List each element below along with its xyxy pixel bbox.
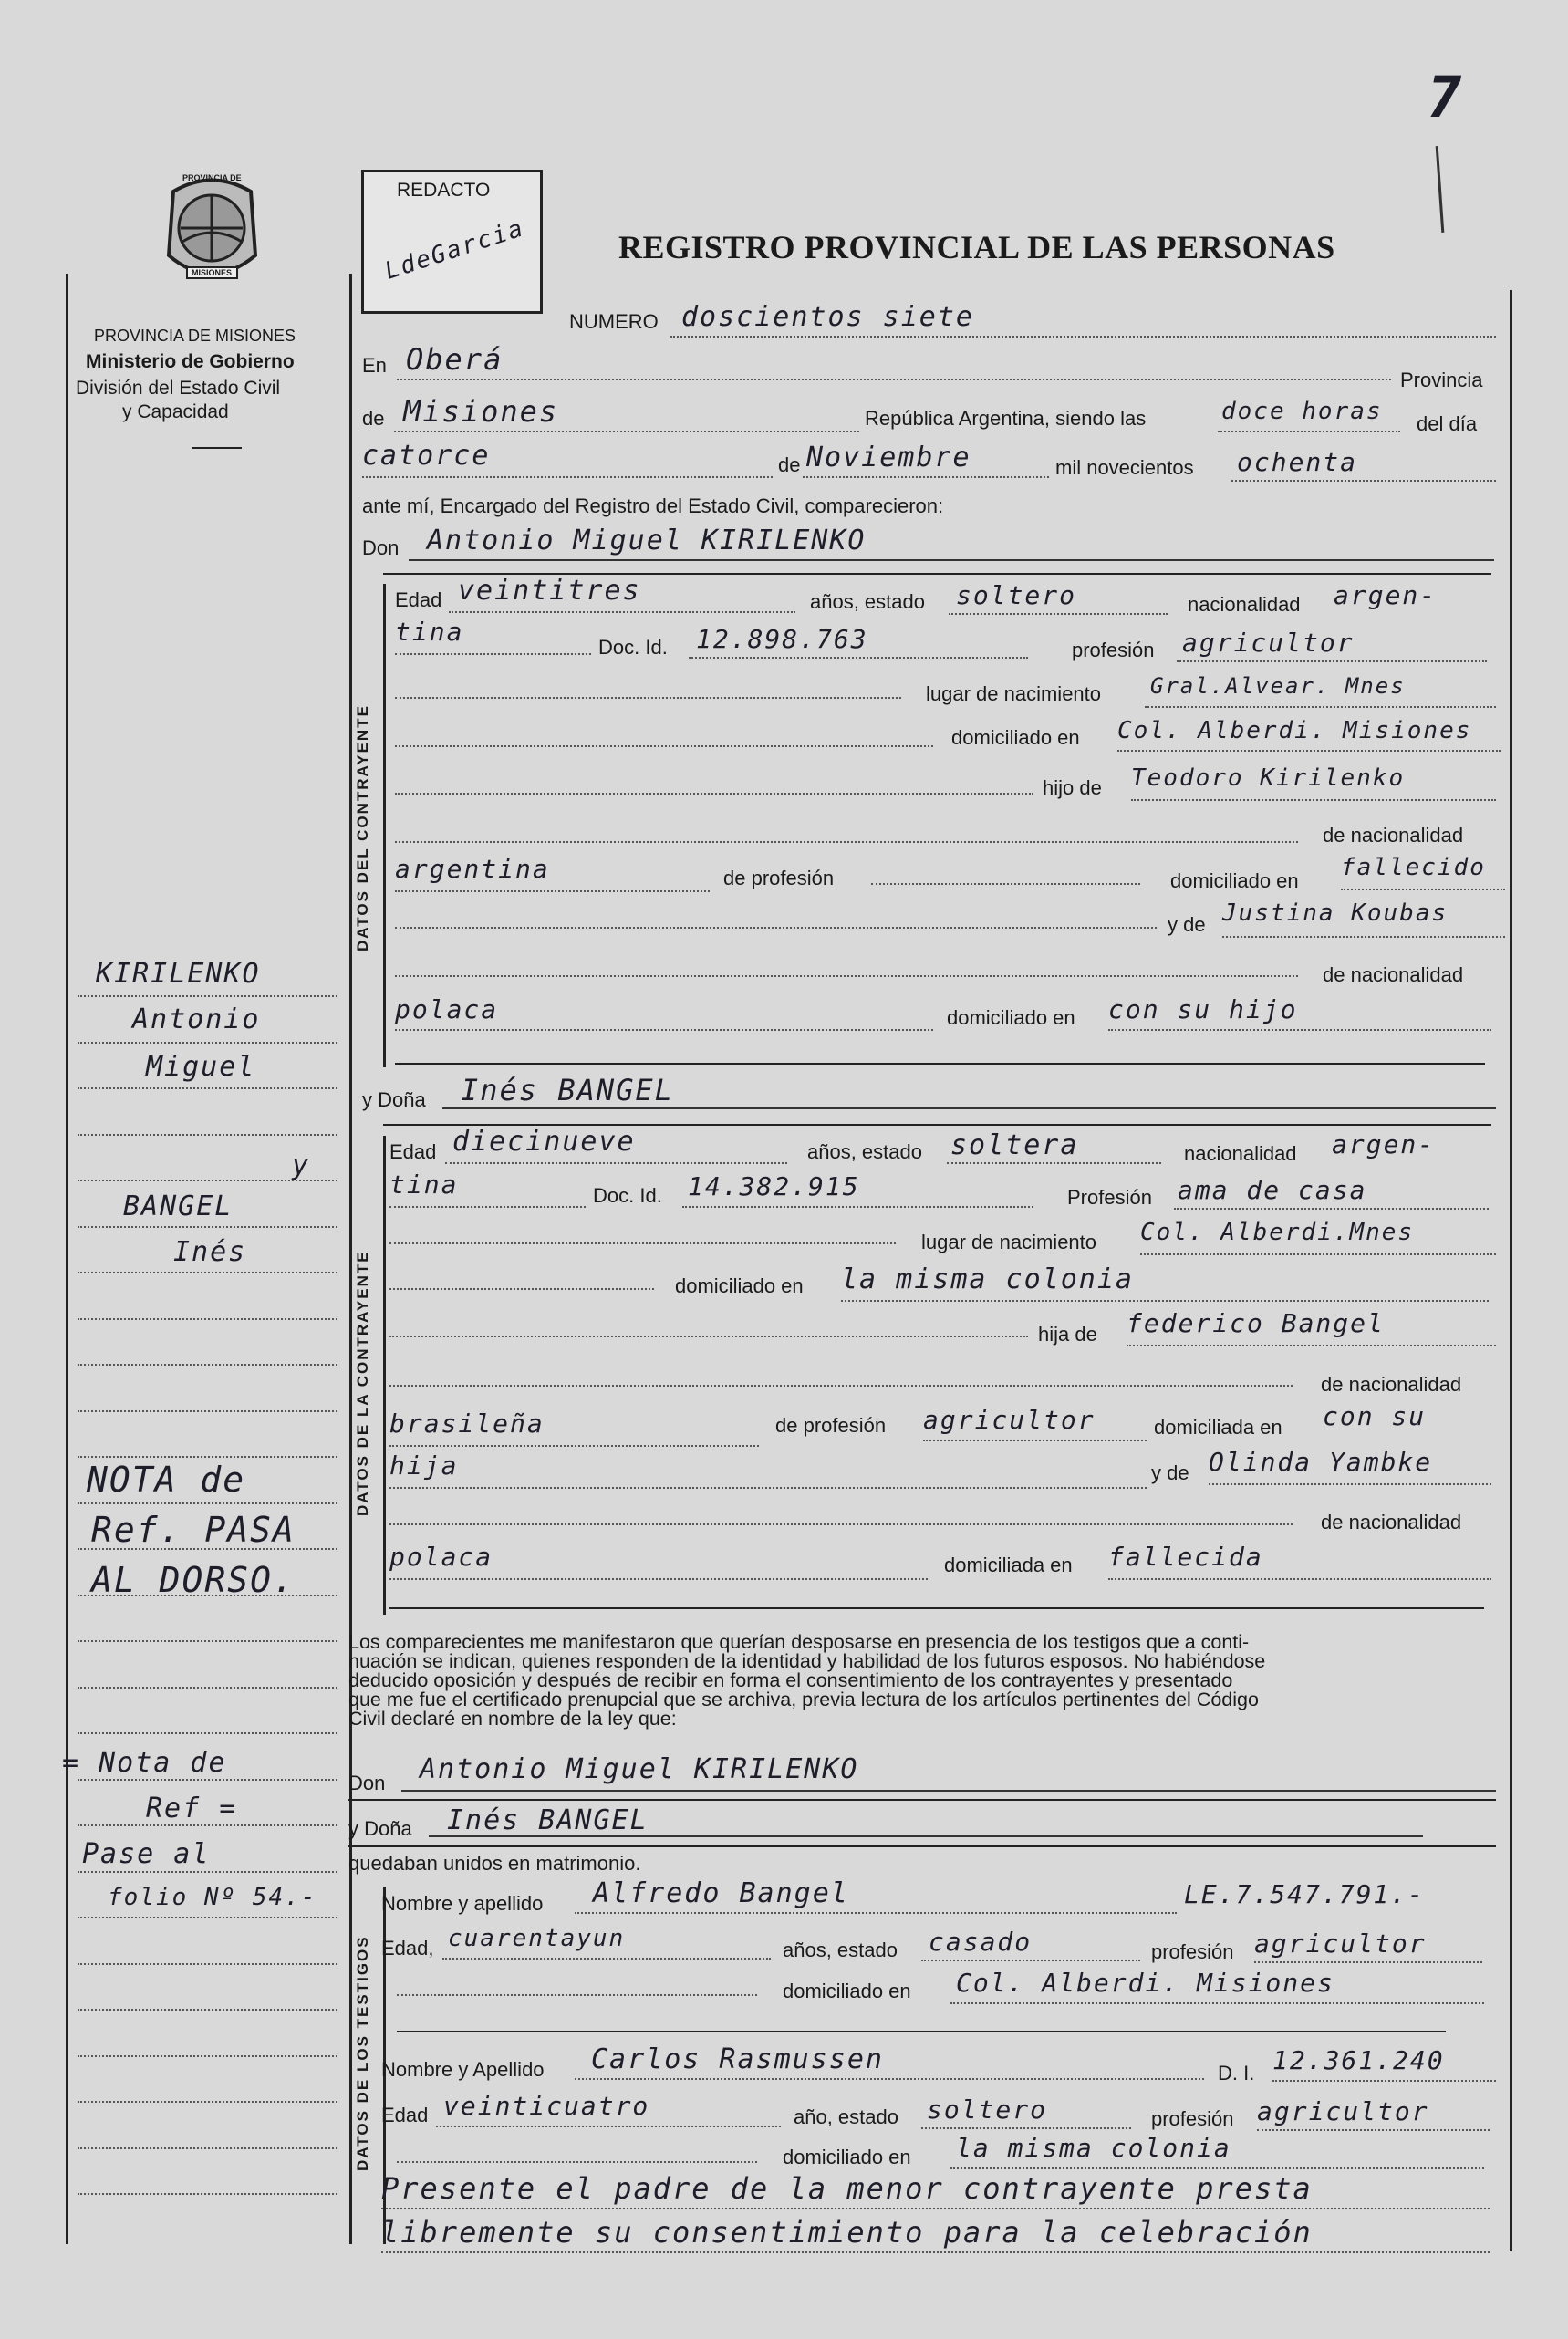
contrayente-rule (383, 584, 386, 1067)
t2-edad-label: Edad (381, 2104, 429, 2126)
f-madre-dom-label: domiciliada en (944, 1554, 1073, 1576)
margin-row-line (78, 1133, 337, 1136)
provincia-label: Provincia (1400, 369, 1483, 391)
t1-doc: LE.7.547.791.- (1184, 1879, 1426, 1909)
contrayente-nombre: Antonio Miguel KIRILENKO (427, 525, 867, 556)
f-edad-label: Edad (389, 1140, 437, 1163)
t2-anios-label: año, estado (794, 2105, 898, 2128)
c-prof-field (1177, 628, 1487, 662)
c-padre-nac-field (395, 854, 710, 892)
f-madre-dom: fallecida (1108, 1542, 1263, 1572)
t1-dom-label: domiciliado en (783, 1980, 911, 2002)
margin-row-line (78, 1731, 337, 1734)
margin-divider (349, 274, 352, 2244)
margin-row-line (78, 994, 337, 997)
f-madre-nac-field (389, 1542, 928, 1580)
margin-row-line (78, 1455, 337, 1458)
c-lugar-label: lugar de nacimiento (926, 682, 1102, 705)
c-padre-dom: fallecido (1341, 854, 1486, 881)
margin-row-line (78, 1409, 337, 1412)
t1-prof: agricultor (1254, 1928, 1427, 1959)
margin-row-line (78, 1041, 337, 1044)
f-madre-dom-field (1108, 1542, 1491, 1580)
c-nac-a: argen- (1334, 580, 1438, 610)
t2-estado-field (921, 2095, 1131, 2129)
dona-label: y Doña (362, 1088, 426, 1111)
margin-mark (1436, 146, 1445, 233)
decl-dona-label: y Doña (348, 1817, 412, 1840)
f-prof: ama de casa (1178, 1175, 1367, 1205)
redacto-box (361, 170, 543, 314)
margin-row-line (78, 1271, 337, 1273)
f-madre-nac: polaca (389, 1542, 493, 1572)
ministry-label: Ministerio de Gobierno (86, 351, 295, 372)
t2-prof-field (1257, 2096, 1490, 2131)
margin-row-line (78, 1962, 337, 1965)
t2-nombre-label: Nombre y Apellido (381, 2058, 545, 2081)
t2-prof: agricultor (1257, 2096, 1429, 2126)
f-padre-dom-b-field (389, 1450, 1147, 1489)
c-dom-blank (395, 723, 933, 747)
f-doc: 14.382.915 (688, 1171, 860, 1201)
margin-row-line (78, 1363, 337, 1366)
declaration-line-5: Civil declaré en nombre de la ley que: (348, 1708, 677, 1730)
margin-row-line (78, 1686, 337, 1689)
f-padre-nac-label: de nacionalidad (1321, 1373, 1462, 1396)
c-padre-dom-label: domiciliado en (1170, 869, 1299, 892)
f-lugar: Col. Alberdi.Mnes (1140, 1219, 1415, 1246)
f-padre-prof-field (923, 1405, 1147, 1441)
decl-don-label: Don (348, 1772, 386, 1794)
c-prof: agricultor (1182, 628, 1355, 658)
c-anios-label: años, estado (810, 590, 925, 613)
margin-row-line (78, 1086, 337, 1089)
c-madre-nac: polaca (395, 994, 499, 1024)
don-field (409, 525, 1494, 561)
numero-label: NUMERO (569, 310, 659, 333)
redacto-signature: LdeGarcia (381, 214, 528, 286)
left-border (66, 274, 68, 2244)
dia-field (362, 440, 773, 478)
c-prof-label: profesión (1072, 639, 1155, 661)
province-seal (155, 169, 269, 292)
c-nac-label: nacionalidad (1188, 593, 1301, 616)
en-field (397, 342, 1391, 380)
page-number: 7 (1428, 64, 1464, 130)
contrayenta-nombre: Inés BANGEL (461, 1073, 674, 1107)
c-padre-dom-field (1341, 854, 1505, 890)
quedaban-label: quedaban unidos en matrimonio. (348, 1852, 641, 1875)
declaration-line-2: nuación se indican, quienes responden de la identidad y habilidad de los futuros esposos. No habiéndose (348, 1650, 1266, 1672)
margin-row-line (78, 2008, 337, 2011)
t2-estado: soltero (927, 2095, 1048, 2125)
t1-dom: Col. Alberdi. Misiones (956, 1968, 1334, 1998)
t2-doc: 12.361.240 (1272, 2045, 1445, 2075)
c-madre-nac-label: de nacionalidad (1323, 963, 1464, 986)
margin-name-1b: Miguel (146, 1051, 256, 1083)
contrayente-end-line (395, 1063, 1485, 1065)
don-label: Don (362, 536, 400, 559)
f-lugar-label: lugar de nacimiento (921, 1231, 1097, 1253)
f-padre-dom-a-field (1323, 1401, 1426, 1431)
division-label-2: y Capacidad (122, 401, 229, 422)
de2-label: de (778, 453, 801, 476)
decl-don-field (401, 1753, 1496, 1792)
en-value: Oberá (406, 342, 504, 377)
contrayenta-end-line (389, 1607, 1484, 1609)
testigos-side-label: DATOS DE LOS TESTIGOS (354, 1935, 371, 2171)
f-padre-dom-a: con su (1323, 1401, 1427, 1431)
margin-nota2-4: folio Nº 54.- (108, 1884, 317, 1911)
c-madre-blank (395, 905, 1157, 929)
c-madre-dom: con su hijo (1108, 994, 1298, 1024)
anio-field (1231, 447, 1496, 482)
province-label: PROVINCIA DE MISIONES (94, 327, 296, 345)
c-madre-dom-field (1108, 994, 1491, 1031)
f-prof-label: Profesión (1067, 1186, 1152, 1209)
c-madre-nac-blank (395, 953, 1298, 977)
c-madre-dom-label: domiciliado en (947, 1006, 1075, 1029)
f-dom: la misma colonia (841, 1263, 1134, 1295)
margin-surname-1: KIRILENKO (96, 958, 261, 990)
f-prof-field (1174, 1175, 1489, 1210)
t1-anios-label: años, estado (783, 1939, 898, 1961)
c-nac-b-field (395, 617, 591, 655)
margin-row-line (78, 2147, 337, 2149)
c-lugar: Gral.Alvear. Mnes (1150, 673, 1406, 699)
f-padre-nac: brasileña (389, 1409, 545, 1439)
f-edad: diecinueve (452, 1126, 636, 1158)
f-yde-label: y de (1151, 1461, 1189, 1484)
mil-label: mil novecientos (1055, 456, 1194, 479)
f-estado-field (947, 1129, 1161, 1164)
c-madre-nac-field (395, 994, 933, 1031)
f-padre-field (1127, 1308, 1496, 1346)
t2-doc-field (1272, 2045, 1496, 2082)
c-padre-nac: argentina (395, 854, 550, 884)
c-nac-b: tina (395, 617, 464, 647)
f-estado: soltera (950, 1129, 1079, 1161)
f-nac-label: nacionalidad (1184, 1142, 1297, 1165)
margin-name-2: Inés (173, 1236, 247, 1268)
t1-dom-blank (397, 1972, 757, 1996)
t2-dom-field (950, 2133, 1484, 2169)
declaration-line-4: que me fue el certificado prenupcial que se archiva, previa lectura de los artículos pertinentes del Código (348, 1689, 1259, 1710)
t1-dom-field (950, 1968, 1484, 2004)
f-madre-nac-blank (389, 1502, 1293, 1525)
ante-label: ante mí, Encargado del Registro del Estado Civil, comparecieron: (362, 494, 944, 517)
f-padre-prof: agricultor (923, 1405, 1096, 1435)
header-divider (192, 447, 242, 449)
t2-edad: veinticuatro (443, 2091, 650, 2121)
f-nac-b: tina (389, 1170, 459, 1200)
t1-doc-field (1184, 1879, 1425, 1909)
margin-row-line (78, 2054, 337, 2057)
dona-field (442, 1073, 1496, 1109)
c-padre-prof-label: de profesión (723, 867, 835, 889)
c-padre-nac-label: de nacionalidad (1323, 824, 1464, 847)
f-lugar-field (1140, 1219, 1496, 1255)
c-doc: 12.898.763 (696, 624, 868, 654)
numero-field (670, 301, 1496, 338)
f-hija-label: hija de (1038, 1323, 1097, 1346)
f-hija-blank (389, 1314, 1028, 1337)
c-padre-prof-blank (871, 856, 1140, 885)
declaration-line-3: deducido oposición y después de recibir en forma el consentimiento de los contrayentes y presentado (348, 1669, 1233, 1691)
seal-text-top: PROVINCIA DE (182, 173, 242, 182)
de-field (394, 394, 859, 432)
c-doc-field (689, 624, 1028, 659)
c-edad-label: Edad (395, 588, 442, 611)
f-edad-field (445, 1126, 787, 1164)
t1-edad-label: Edad, (381, 1937, 434, 1960)
t1-nombre-field (575, 1877, 1177, 1914)
witness-note-1: Presente el padre de la menor contrayente presta (381, 2171, 1313, 2206)
decl-dona-field (429, 1804, 1423, 1837)
c-dom: Col. Alberdi. Misiones (1117, 717, 1472, 744)
f-doc-label: Doc. Id. (593, 1184, 662, 1207)
hora-value: doce horas (1221, 398, 1383, 425)
hora-field (1218, 398, 1400, 432)
f-padre-dom-label: domiciliada en (1154, 1416, 1282, 1439)
f-madre-field (1209, 1447, 1491, 1485)
margin-y: y (292, 1149, 311, 1181)
redacto-label: REDACTO (397, 180, 491, 201)
c-yde-label: y de (1168, 913, 1206, 936)
f-padre-nac-field (389, 1409, 759, 1447)
t1-prof-label: profesión (1151, 1940, 1234, 1963)
declaration-line-1: Los comparecientes me manifestaron que querían desposarse en presencia de los testigos que a conti- (348, 1631, 1250, 1653)
c-estado-field (949, 580, 1168, 615)
t1-estado-field (921, 1927, 1140, 1961)
division-label-1: División del Estado Civil (76, 378, 281, 399)
margin-row-line (78, 1870, 337, 1873)
t2-dom: la misma colonia (956, 2133, 1231, 2163)
seal-text-bottom: MISIONES (192, 268, 233, 277)
en-label: En (362, 354, 387, 377)
t1-prof-field (1254, 1928, 1482, 1963)
note-line-1 (381, 2171, 1490, 2209)
t1-estado: casado (929, 1927, 1033, 1957)
f-dom-field (841, 1263, 1489, 1302)
f-padre: federico Bangel (1127, 1308, 1385, 1338)
margin-nota-1: NOTA de (87, 1460, 246, 1500)
c-nac-a-field (1334, 580, 1437, 610)
c-hijo-label: hijo de (1043, 776, 1102, 799)
margin-nota2-1: = Nota de (62, 1747, 227, 1779)
document-title: REGISTRO PROVINCIAL DE LAS PERSONAS (618, 229, 1335, 265)
margin-nota-3: AL DORSO. (91, 1560, 296, 1600)
c-dom-label: domiciliado en (951, 726, 1080, 749)
decl-don-underline (348, 1799, 1496, 1801)
c-madre-field (1222, 899, 1505, 938)
c-padre: Teodoro Kirilenko (1131, 764, 1406, 792)
contrayenta-rule (383, 1136, 386, 1615)
f-lugar-blank (389, 1221, 896, 1244)
margin-row-line (78, 1225, 337, 1228)
f-anios-label: años, estado (807, 1140, 922, 1163)
margin-nota2-3: Pase al (82, 1838, 211, 1870)
decl-don-value: Antonio Miguel KIRILENKO (420, 1753, 859, 1785)
f-nac-b-field (389, 1170, 586, 1208)
t1-nombre-label: Nombre y apellido (381, 1892, 544, 1915)
f-padre-nac-blank (389, 1363, 1293, 1387)
t1-edad: cuarentayun (448, 1925, 626, 1952)
margin-row-line (78, 1639, 337, 1642)
t2-edad-field (436, 2091, 781, 2127)
f-nac-a: argen- (1332, 1129, 1436, 1159)
f-dom-blank (389, 1266, 654, 1290)
de-label: de (362, 407, 385, 430)
f-doc-field (682, 1171, 1033, 1208)
c-hijo-blank (395, 771, 1033, 795)
declaration-block (348, 1633, 1489, 1729)
margin-row-line (78, 2192, 337, 2195)
decl-dona-value: Inés BANGEL (447, 1804, 649, 1836)
numero-value: doscientos siete (681, 301, 974, 333)
t2-dom-label: domiciliado en (783, 2146, 911, 2168)
margin-row-line (78, 1916, 337, 1918)
del-dia-label: del día (1417, 412, 1478, 435)
t1-end-line (397, 2031, 1446, 2032)
f-dom-label: domiciliado en (675, 1274, 804, 1297)
mes-field (803, 442, 1049, 478)
c-padre-nac-blank (395, 819, 1298, 843)
margin-surname-2: BANGEL (123, 1190, 234, 1222)
witness-note-2: libremente su consentimiento para la celebración (381, 2215, 1313, 2250)
f-madre: Olinda Yambke (1209, 1447, 1433, 1477)
c-edad: veintitres (458, 575, 641, 607)
right-border (1510, 290, 1512, 2251)
f-madre-nac-label: de nacionalidad (1321, 1511, 1462, 1533)
mes-value: Noviembre (806, 442, 971, 473)
c-madre: Justina Koubas (1222, 899, 1449, 927)
f-nac-a-field (1332, 1129, 1435, 1159)
c-lugar-field (1145, 673, 1496, 708)
t1-edad-field (442, 1925, 771, 1960)
margin-nota2-2: Ref = (146, 1793, 238, 1824)
dia-value: catorce (362, 440, 491, 472)
t2-prof-label: profesión (1151, 2107, 1234, 2130)
margin-row-line (78, 1317, 337, 1320)
f-padre-prof-label: de profesión (775, 1414, 887, 1437)
note-line-2 (381, 2215, 1490, 2253)
t1-nombre: Alfredo Bangel (593, 1877, 849, 1909)
t2-nombre-field (575, 2043, 1204, 2080)
c-padre-field (1131, 764, 1496, 801)
c-doc-label: Doc. Id. (598, 636, 668, 659)
c-estado: soltero (956, 580, 1077, 610)
c-edad-field (449, 575, 795, 613)
republica-label: República Argentina, siendo las (865, 407, 1147, 430)
margin-row-line (78, 2100, 337, 2103)
c-lugar-blank (395, 675, 901, 699)
t2-nombre: Carlos Rasmussen (591, 2043, 884, 2075)
margin-row-line (78, 1502, 337, 1504)
decl-dona-underline (348, 1845, 1496, 1847)
margin-name-1: Antonio (132, 1003, 261, 1035)
f-padre-dom-b: hija (389, 1450, 459, 1481)
t2-doc-label: D. I. (1218, 2062, 1255, 2084)
c-dom-field (1117, 717, 1501, 752)
contrayenta-side-label: DATOS DE LA CONTRAYENTE (354, 1250, 371, 1516)
margin-nota-2: Ref. PASA (91, 1510, 296, 1550)
t2-dom-blank (397, 2139, 757, 2163)
anio-value: ochenta (1237, 447, 1358, 477)
contrayente-side-label: DATOS DEL CONTRAYENTE (354, 704, 371, 951)
de-value: Misiones (403, 394, 559, 429)
